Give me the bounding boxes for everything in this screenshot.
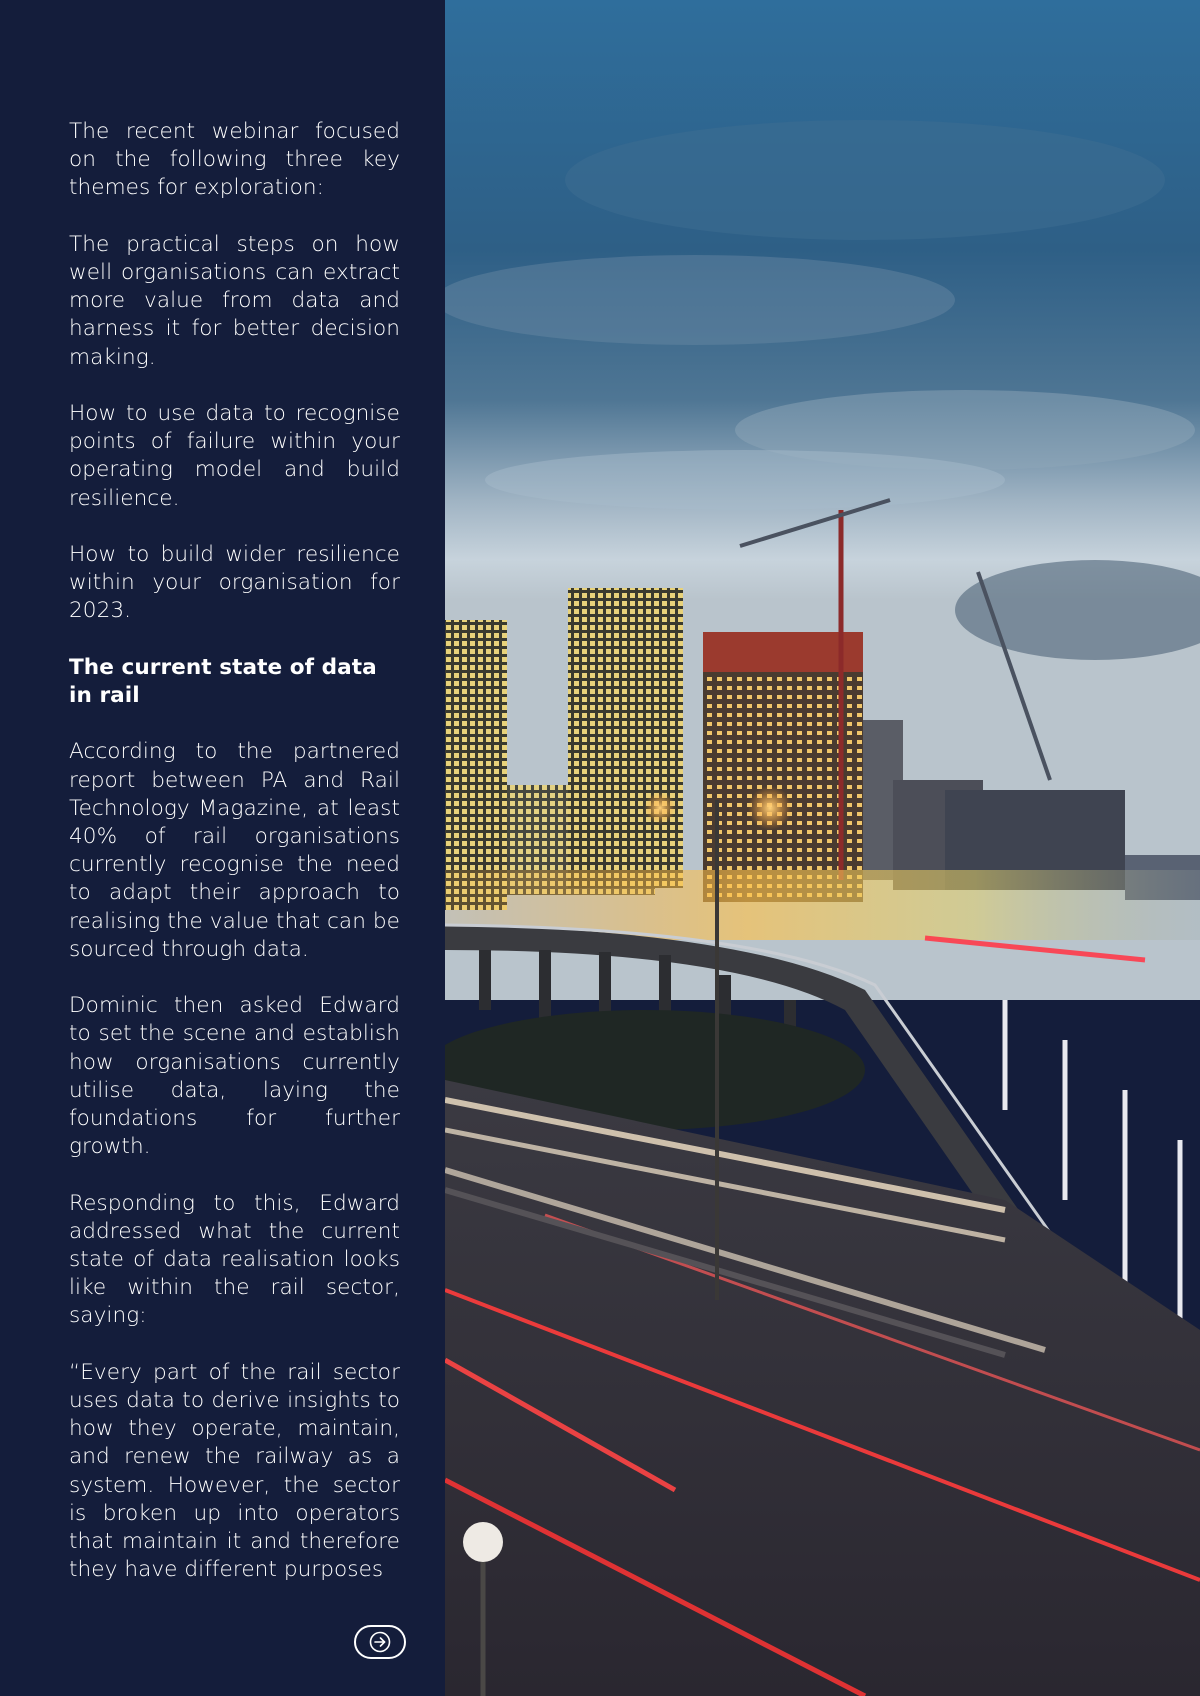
next-page-button[interactable] <box>354 1625 406 1659</box>
section-heading: The current state of data in rail <box>69 654 377 708</box>
text-panel <box>0 0 445 1696</box>
body-paragraph: Dominic then asked Edward to set the scene and establish how organisations currently utilise data, laying the foundations for further growth. <box>69 993 400 1160</box>
city-highway-photo <box>445 0 1200 1696</box>
quote-paragraph: “Every part of the rail sector uses data to derive insights to how they operate, maintain, and renew the railway as a system. However, the sector is broken up into operators that maintain it and therefore they have different purposes <box>69 1359 400 1583</box>
intro-paragraph: The recent webinar focused on the following three key themes for exploration: <box>69 119 400 201</box>
arrow-right-icon <box>369 1631 391 1653</box>
body-paragraph: Responding to this, Edward addressed what the current state of data realisation looks like within the rail sector, saying: <box>69 1190 400 1329</box>
article-body <box>69 118 400 1584</box>
theme-item: How to build wider resilience within your organisation for 2023. <box>69 542 400 624</box>
theme-item: The practical steps on how well organisations can extract more value from data and harness it for better decision making. <box>69 231 400 370</box>
body-paragraph: According to the partnered report between PA and Rail Technology Magazine, at least 40% of rail organisations currently recognise the need to adapt their approach to realising the value that can be sourced through data. <box>69 739 400 962</box>
theme-item: How to use data to recognise points of failure within your operating model and build resilience. <box>69 401 400 511</box>
